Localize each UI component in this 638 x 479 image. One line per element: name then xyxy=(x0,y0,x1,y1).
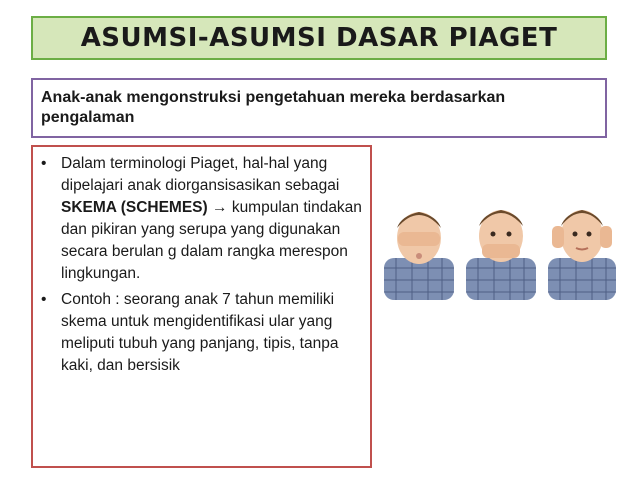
content-box xyxy=(31,145,372,468)
bullet-text xyxy=(61,153,362,285)
child-hear-no-evil xyxy=(548,210,616,300)
child-speak-no-evil xyxy=(466,210,536,300)
arrow-icon: → xyxy=(207,199,232,216)
children-photo xyxy=(382,196,618,300)
subtitle-box xyxy=(31,78,607,138)
bullet-text-part1: Dalam terminologi Piaget, hal-hal yang dipelajari anak diorgansisasikan sebagai xyxy=(61,155,340,194)
title-banner xyxy=(31,16,607,60)
slide-title: ASUMSI-ASUMSI DASAR PIAGET xyxy=(80,23,558,53)
bullet-text-part2: kumpulan tindakan dan pikiran yang serupa yang digunakan secara berulan g dalam rangka merespon lingkungan. xyxy=(61,199,362,282)
bullet-item xyxy=(41,153,362,285)
bullet-bold-term: SKEMA (SCHEMES) xyxy=(61,199,208,216)
bullet-item xyxy=(41,289,362,377)
subtitle-text: Anak-anak mengonstruksi pengetahuan mereka berdasarkan pengalaman xyxy=(41,89,506,126)
bullet-text: Contoh : seorang anak 7 tahun memiliki skema untuk mengidentifikasi ular yang meliputi tubuh yang panjang, tipis, tanpa kaki, dan bersisik xyxy=(61,291,339,374)
three-children-icon xyxy=(382,196,618,300)
child-see-no-evil xyxy=(384,212,454,300)
bullet-marker: • xyxy=(41,291,47,308)
bullet-marker: • xyxy=(41,155,47,172)
